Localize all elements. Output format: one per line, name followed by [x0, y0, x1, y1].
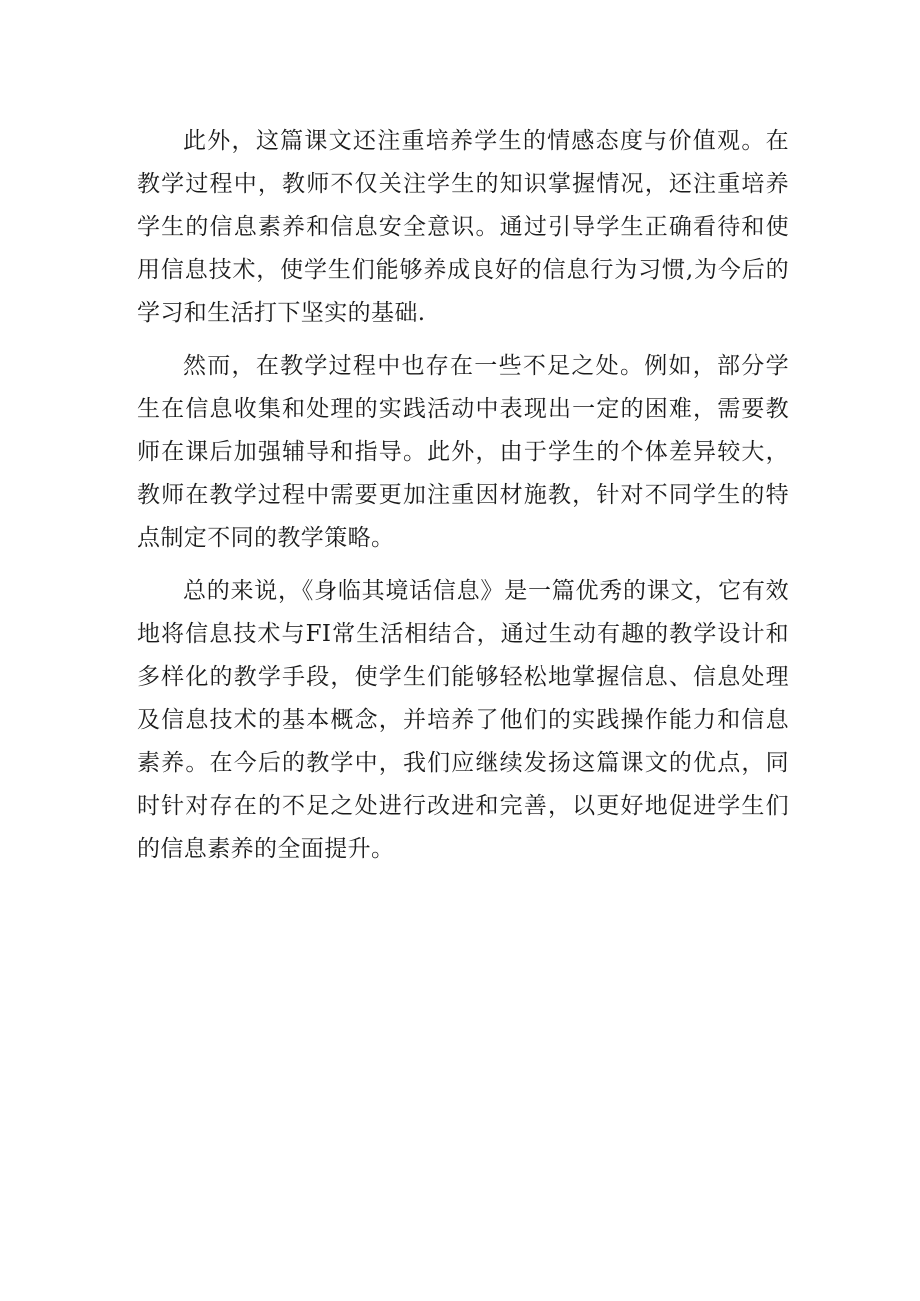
paragraph-3: 总的来说，《身临其境话信息》是一篇优秀的课文，它有效地将信息技术与FI常生活相结合，通过生动有趣的教学设计和多样化的教学手段，使学生们能够轻松地掌握信息、信息处理及信息技术的基本概念，并培养了他们的实践操作能力和信息素养。在今后的教学中，我们应继续发扬这篇课文的优点，同时针对存在的不足之处进行改进和完善，以更好地促进学生们的信息素养的全面提升。: [137, 578, 789, 862]
document-body: [137, 120, 789, 881]
paragraph-2: 然而，在教学过程中也存在一些不足之处。例如，部分学生在信息收集和处理的实践活动中表现出一定的困难，需要教师在课后加强辅导和指导。此外，由于学生的个体差异较大，教师在教学过程中需要更加注重因材施教，针对不同学生的特点制定不同的教学策略。: [137, 353, 789, 551]
paragraph-1: 此外，这篇课文还注重培养学生的情感态度与价值观。在教学过程中，教师不仅关注学生的知识掌握情况，还注重培养学生的信息素养和信息安全意识。通过引导学生正确看待和使用信息技术，使学生们能够养成良好的信息行为习惯,为今后的学习和生活打下坚实的基础.: [137, 128, 789, 326]
